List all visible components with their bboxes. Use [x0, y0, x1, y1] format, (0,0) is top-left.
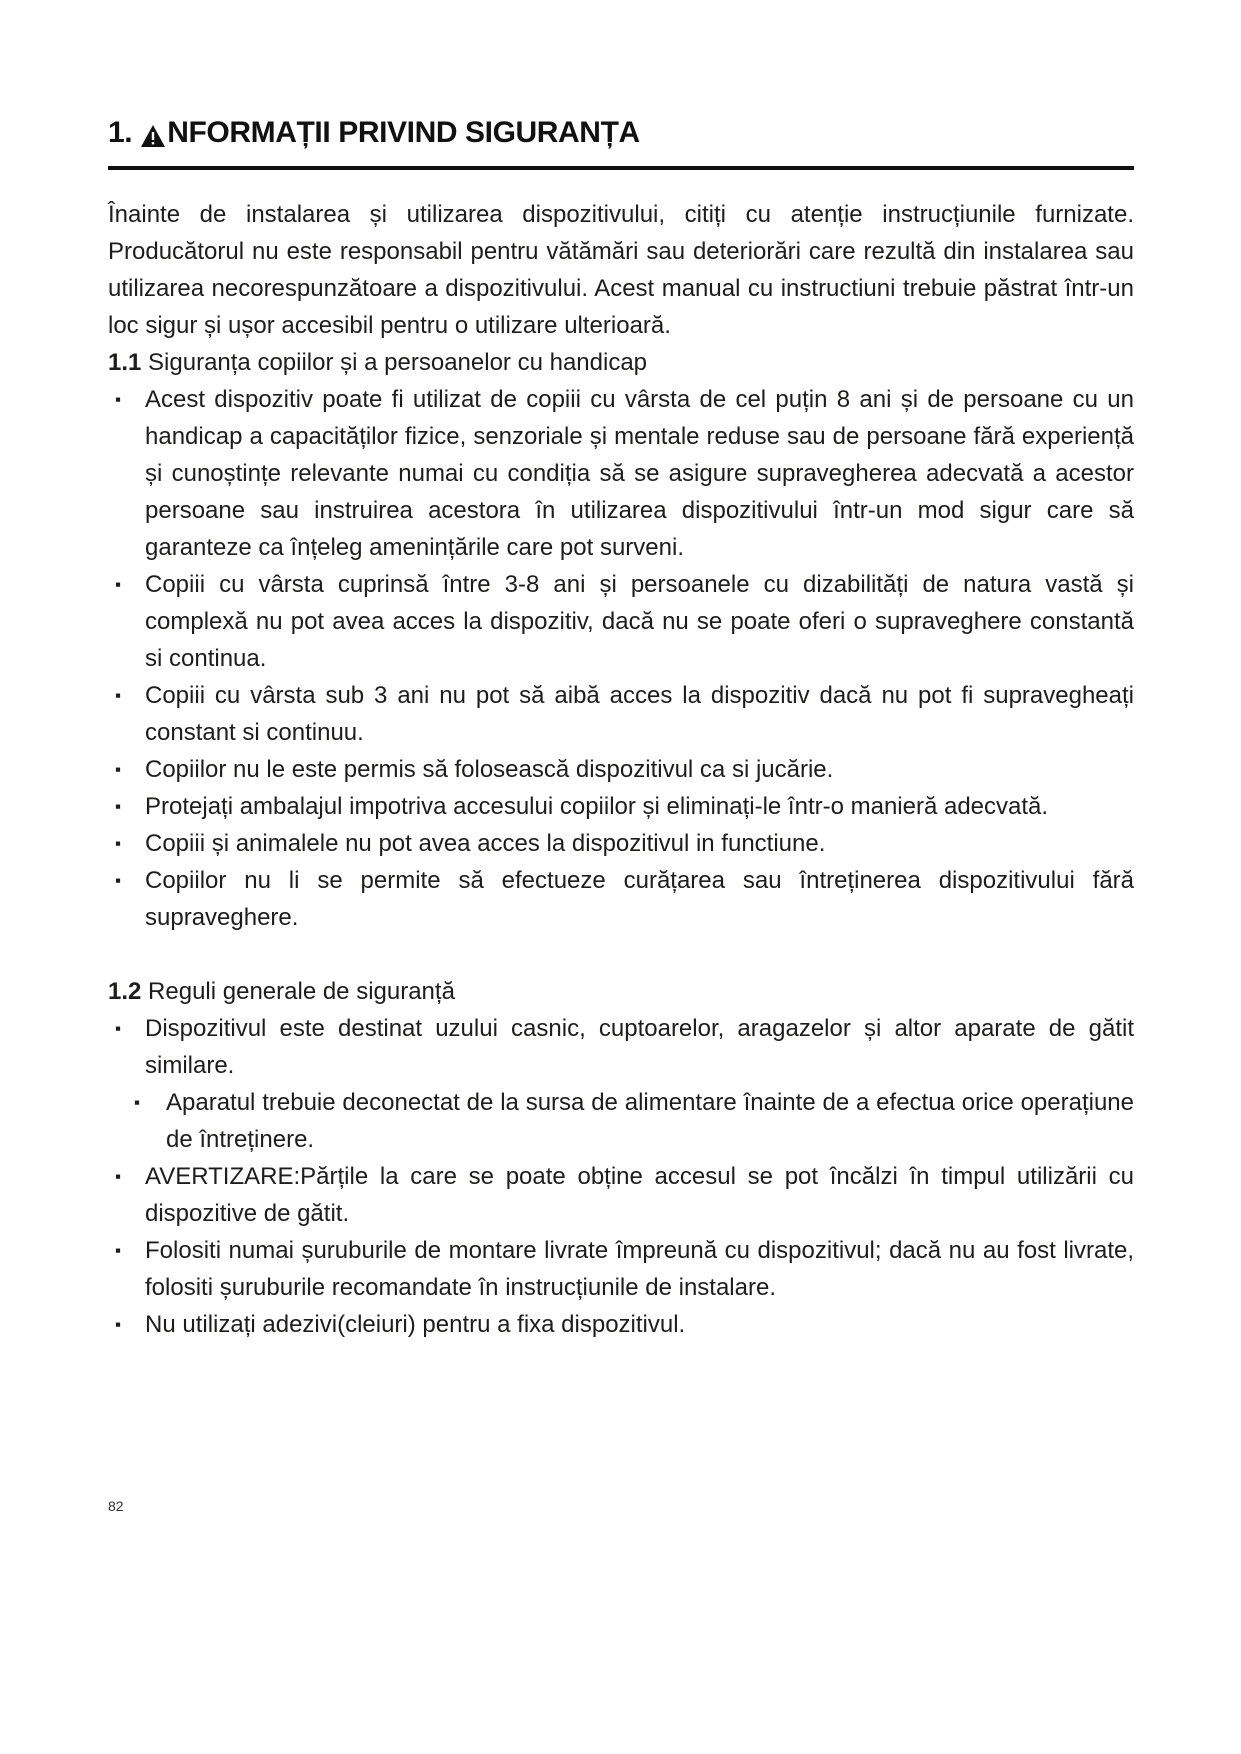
list-item: [108, 566, 1134, 677]
page-title-text: NFORMAȚII PRIVIND SIGURANȚA: [167, 116, 640, 149]
bullet-text: AVERTIZARE:Părțile la care se poate obține accesul se pot încălzi în timpul utilizării cu dispozitive de gătit.: [145, 1163, 1134, 1227]
list-item: [108, 788, 1134, 825]
section-number: 1.: [108, 116, 133, 149]
bullet-text: Nu utilizați adezivi(cleiuri) pentru a fixa dispozitivul.: [145, 1311, 686, 1338]
section-heading-text: Siguranța copiilor și a persoanelor cu handicap: [141, 349, 648, 376]
bullet-marker: ▪: [115, 575, 122, 594]
bullet-marker: ▪: [115, 686, 122, 705]
bullet-text: Copiii cu vârsta cuprinsă între 3-8 ani și persoanele cu dizabilități de natura vastă și complexă nu pot avea acces la dispozitiv, dacă nu se poate oferi o supraveghere constantă si continua.: [145, 571, 1134, 672]
section-heading-text: Reguli generale de siguranță: [141, 978, 455, 1005]
list-item: [108, 862, 1134, 936]
bullet-text: Folositi numai șuruburile de montare livrate împreună cu dispozitivul; dacă nu au fost livrate, folositi șuruburile recomandate în instrucțiunile de instalare.: [145, 1237, 1134, 1301]
intro-paragraph: Înainte de instalarea și utilizarea dispozitivului, citiți cu atenție instrucțiunile furnizate. Producătorul nu este responsabil pentru vătămări sau deteriorări care rezultă din instalarea sau utilizarea necorespunzătoare a dispozitivului. Acest manual cu instructiuni trebuie păstrat într-un loc sigur și ușor accesibil pentru o utilizare ulterioară.: [108, 201, 1134, 339]
bullet-marker: ▪: [115, 1241, 122, 1260]
list-item: [108, 751, 1134, 788]
section-heading-number: 1.1: [108, 349, 142, 376]
section-heading-1-2: [108, 973, 1134, 1010]
bullet-marker: ▪: [115, 871, 122, 890]
list-item: [108, 677, 1134, 751]
bullet-text: Copiii cu vârsta sub 3 ani nu pot să aibă acces la dispozitiv dacă nu pot fi supravegheați constant si continuu.: [145, 682, 1134, 746]
bullet-marker: ▪: [134, 1093, 141, 1112]
bullet-marker: ▪: [115, 1315, 122, 1334]
bullet-text: Acest dispozitiv poate fi utilizat de copiii cu vârsta de cel puțin 8 ani și de persoane cu un handicap a capacităților fizice, senzoriale și mentale reduse sau de persoane fără experiență și cunoștințe relevante numai cu condiția să se asigure supravegherea adecvată a acestor persoane sau instruirea acestora în utilizarea dispozitivului într-un mod sigur care să garanteze ca înțeleg amenințările care pot surveni.: [145, 386, 1134, 561]
bullet-list-safety-children: [108, 381, 1134, 936]
page-content: [108, 116, 1134, 1343]
bullet-text: Protejați ambalajul impotriva accesului copiilor și eliminați-le într-o manieră adecvată.: [145, 793, 1049, 820]
page-number: 82: [108, 1498, 124, 1514]
bullet-text: Copiii și animalele nu pot avea acces la dispozitivul in functiune.: [145, 830, 826, 857]
bullet-marker: ▪: [115, 834, 122, 853]
list-item: [108, 1084, 1134, 1158]
list-item: [108, 1232, 1134, 1306]
bullet-text: Dispozitivul este destinat uzului casnic, cuptoarelor, aragazelor și altor aparate de gătit similare.: [145, 1015, 1134, 1079]
list-item: [108, 381, 1134, 566]
bullet-text: Copiilor nu li se permite să efectueze curățarea sau întreținerea dispozitivului fără supraveghere.: [145, 867, 1134, 931]
list-item: [108, 1158, 1134, 1232]
section-heading-1-1: [108, 344, 1134, 381]
list-item: [108, 1306, 1134, 1343]
page-title: [108, 116, 1134, 150]
bullet-text: Aparatul trebuie deconectat de la sursa de alimentare înainte de a efectua orice operațiune de întreținere.: [166, 1089, 1134, 1153]
list-item: [108, 825, 1134, 862]
section-heading-number: 1.2: [108, 978, 142, 1005]
bullet-marker: ▪: [115, 1167, 122, 1186]
bullet-marker: ▪: [115, 1019, 122, 1038]
bullet-marker: ▪: [115, 797, 122, 816]
bullet-marker: ▪: [115, 760, 122, 779]
bullet-marker: ▪: [115, 390, 122, 409]
list-item: [108, 1010, 1134, 1084]
bullet-text: Copiilor nu le este permis să folosească dispozitivul ca si jucărie.: [145, 756, 834, 783]
bullet-list-general-rules: [108, 1010, 1134, 1343]
warning-triangle-icon: [140, 122, 166, 146]
title-block: [108, 116, 1134, 170]
